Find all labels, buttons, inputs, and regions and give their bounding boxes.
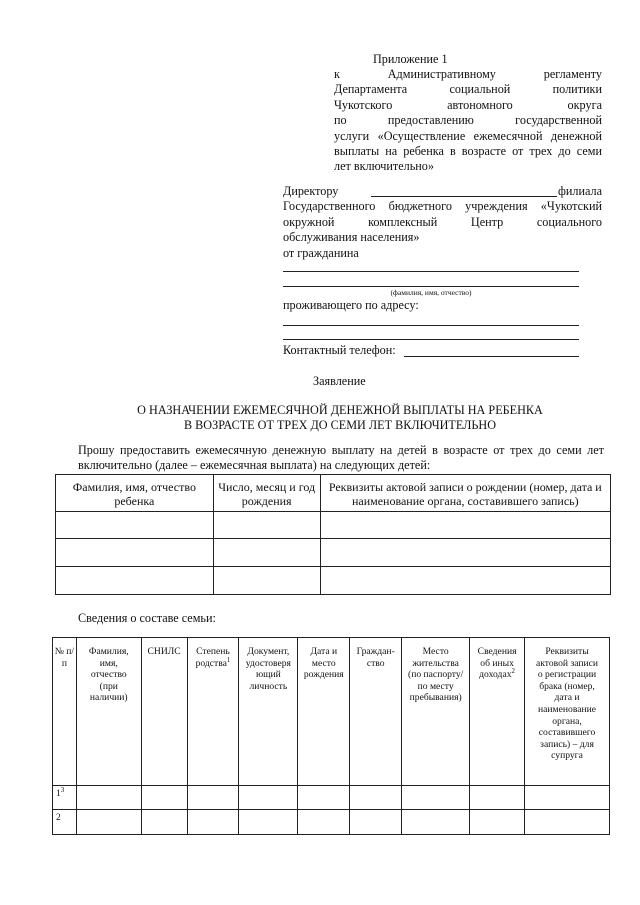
- cell-kinship[interactable]: [187, 786, 239, 810]
- director-name-field[interactable]: [371, 196, 557, 197]
- statement-title-line: О НАЗНАЧЕНИИ ЕЖЕМЕСЯЧНОЙ ДЕНЕЖНОЙ ВЫПЛАТЫ НА РЕБЕНКА: [137, 403, 543, 417]
- footnote-mark: 3: [60, 785, 65, 794]
- appendix-line: выплаты на ребенка в возрасте от трех до семи: [334, 144, 602, 159]
- header-birth-date: Число, месяц и год рождения: [213, 475, 320, 512]
- table-row: [53, 786, 610, 810]
- cell-snils[interactable]: [141, 810, 187, 835]
- cell-other-income[interactable]: [470, 810, 525, 835]
- table-row: [56, 539, 611, 567]
- cell-marriage-record[interactable]: [525, 786, 610, 810]
- header-kinship: [187, 638, 239, 786]
- request-line: Прошу предоставить ежемесячную денежную выплату на детей в возрасте от трех до семи лет: [78, 443, 604, 457]
- appendix-line: Чукотского автономного округа: [334, 97, 602, 112]
- table-header-row: [53, 638, 610, 786]
- table-row: [56, 512, 611, 539]
- family-table: [52, 637, 610, 835]
- header-snils: СНИЛС: [141, 638, 187, 786]
- children-table: [55, 474, 611, 595]
- statement-title-line: В ВОЗРАСТЕ ОТ ТРЕХ ДО СЕМИ ЛЕТ ВКЛЮЧИТЕЛЬНО: [183, 418, 497, 433]
- statement-title: [40, 403, 640, 434]
- header-birth-date-place: Дата и место рождения: [298, 638, 350, 786]
- header-number: № п/п: [53, 638, 77, 786]
- residing-label: проживающего по адресу:: [283, 298, 419, 312]
- request-line: включительно (далее – ежемесячная выплата) на следующих детей:: [78, 458, 431, 473]
- cell-citizenship[interactable]: [350, 786, 402, 810]
- director-line: [283, 184, 602, 199]
- cell-snils[interactable]: [141, 786, 187, 810]
- cell-marriage-record[interactable]: [525, 810, 610, 835]
- header-kinship-text: Степень родства: [195, 646, 230, 669]
- family-heading: Сведения о составе семьи:: [78, 611, 216, 625]
- cell-child-name[interactable]: [56, 512, 214, 539]
- header-other-income-text: Сведения об иных доходах: [477, 646, 517, 681]
- appendix-line: Департамента социальной политики: [334, 82, 602, 97]
- row-number: 2: [56, 812, 61, 823]
- cell-full-name[interactable]: [76, 786, 141, 810]
- fio-field-line[interactable]: [283, 286, 579, 287]
- header-birth-record: Реквизиты актовой записи о рождении (номер, дата и наименование органа, составившего запись): [320, 475, 610, 512]
- cell-other-income[interactable]: [470, 786, 525, 810]
- header-residence: Место жительства (по паспорту/по месту пребывания): [402, 638, 470, 786]
- row-number: 1: [56, 788, 61, 799]
- header-full-name: Фамилия, имя, отчество (при наличии): [76, 638, 141, 786]
- from-citizen-label: от гражданина: [283, 245, 359, 260]
- appendix-line: по предоставлению государственной: [334, 113, 602, 128]
- appendix-title: Приложение 1: [373, 52, 448, 66]
- cell-row-number: [53, 786, 77, 810]
- request-text: [78, 443, 604, 474]
- header-citizenship: Граждан- ство: [350, 638, 402, 786]
- director-label: Директору: [283, 184, 339, 198]
- cell-citizenship[interactable]: [350, 810, 402, 835]
- cell-birth-record[interactable]: [320, 512, 610, 539]
- fio-hint: (фамилия, имя, отчество): [390, 288, 472, 297]
- table-row: [56, 567, 611, 595]
- appendix-text: [334, 67, 602, 175]
- cell-residence[interactable]: [402, 810, 470, 835]
- header-other-income: [470, 638, 525, 786]
- cell-birth-date[interactable]: [213, 567, 320, 595]
- header-id-document: Документ, удостоверя ющий личность: [239, 638, 298, 786]
- address-field-line[interactable]: [283, 325, 579, 326]
- addressee-line: обслуживания населения»: [283, 230, 420, 245]
- header-child-name: Фамилия, имя, отчество ребенка: [56, 475, 214, 512]
- phone-field-line[interactable]: [404, 356, 579, 357]
- cell-birth-date[interactable]: [213, 539, 320, 567]
- addressee-line: окружной комплексный Центр социального: [283, 214, 602, 229]
- cell-birth-record[interactable]: [320, 539, 610, 567]
- table-row: [53, 810, 610, 835]
- cell-id-document[interactable]: [239, 810, 298, 835]
- cell-child-name[interactable]: [56, 567, 214, 595]
- addressee-block: [283, 184, 602, 261]
- address-field-line[interactable]: [283, 339, 579, 340]
- cell-row-number: [53, 810, 77, 835]
- branch-word: филиала: [557, 184, 602, 198]
- cell-birth-date[interactable]: [213, 512, 320, 539]
- footnote-mark: 1: [226, 655, 231, 664]
- statement-heading: Заявление: [313, 374, 366, 388]
- cell-birth-record[interactable]: [320, 567, 610, 595]
- cell-full-name[interactable]: [76, 810, 141, 835]
- appendix-line: лет включительно»: [334, 159, 434, 174]
- cell-residence[interactable]: [402, 786, 470, 810]
- header-marriage-record: Реквизиты актовой записи о регистрации брака (номер, дата и наименование органа, составившего запись) – для супруга: [525, 638, 610, 786]
- appendix-line: к Административному регламенту: [334, 67, 602, 81]
- cell-birth-date-place[interactable]: [298, 810, 350, 835]
- footnote-mark: 2: [511, 667, 515, 675]
- phone-label: Контактный телефон:: [283, 343, 396, 357]
- appendix-line: услуги «Осуществление ежемесячной денежной: [334, 128, 602, 143]
- table-header-row: [56, 475, 611, 512]
- cell-kinship[interactable]: [187, 810, 239, 835]
- cell-id-document[interactable]: [239, 786, 298, 810]
- cell-birth-date-place[interactable]: [298, 786, 350, 810]
- fio-field-line[interactable]: [283, 271, 579, 272]
- cell-child-name[interactable]: [56, 539, 214, 567]
- addressee-line: Государственного бюджетного учреждения «Чукотский: [283, 199, 602, 214]
